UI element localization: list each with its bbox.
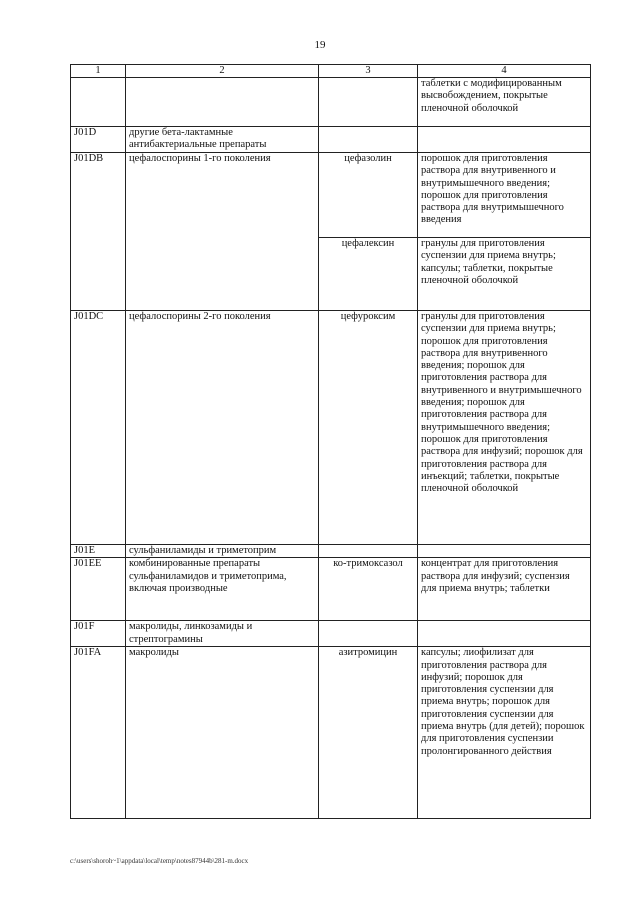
column-header: 4 [418,65,591,78]
drug-name-cell: цефуроксим [319,311,418,545]
drug-name-cell: цефалексин [319,238,418,311]
drug-name-cell [319,621,418,647]
dosage-form-cell [418,621,591,647]
table-row [71,78,591,127]
atc-code-cell: J01E [71,545,126,558]
atc-code-cell: J01FA [71,647,126,819]
table-row [71,127,591,153]
drug-table [70,64,591,819]
drug-name-cell: азитромицин [319,647,418,819]
dosage-form-cell [418,127,591,153]
table-row [71,311,591,545]
group-name-cell: цефалоспорины 1-го поколения [126,153,319,311]
dosage-form-cell: порошок для приготовления раствора для внутривенного и внутримышечного введения; порошок для приготовления раствора для внутримышечного введения [418,153,591,238]
atc-code-cell: J01F [71,621,126,647]
table-row [71,647,591,819]
column-header: 2 [126,65,319,78]
table-row [71,621,591,647]
drug-name-cell [319,127,418,153]
group-name-cell: макролиды [126,647,319,819]
dosage-form-cell: концентрат для приготовления раствора для инфузий; суспензия для приема внутрь; таблетки [418,558,591,621]
table-row [71,545,591,558]
group-name-cell: сульфаниламиды и триметоприм [126,545,319,558]
group-name-cell: комбинированные препараты сульфаниламидов и триметоприма, включая производные [126,558,319,621]
drug-name-cell [319,545,418,558]
group-name-cell [126,78,319,127]
atc-code-cell: J01D [71,127,126,153]
column-header: 3 [319,65,418,78]
dosage-form-cell: таблетки с модифицированным высвобождением, покрытые пленочной оболочкой [418,78,591,127]
group-name-cell: макролиды, линкозамиды и стрептограмины [126,621,319,647]
atc-code-cell [71,78,126,127]
dosage-form-cell [418,545,591,558]
page-number: 19 [314,39,326,51]
drug-name-cell: цефазолин [319,153,418,238]
atc-code-cell: J01DC [71,311,126,545]
group-name-cell: другие бета-лактамные антибактериальные препараты [126,127,319,153]
group-name-cell: цефалоспорины 2-го поколения [126,311,319,545]
footer-file-path: c:\users\shoroh~1\appdata\local\temp\notes87944b\281-m.docx [70,857,249,865]
dosage-form-cell: капсулы; лиофилизат для приготовления раствора для инфузий; порошок для приготовления суспензии для приема внутрь; порошок для приготовления суспензии для приема внутрь (для детей); порошок для приготовления суспензии пролонгированного действия [418,647,591,819]
atc-code-cell: J01DB [71,153,126,311]
table-header-row [71,65,591,78]
dosage-form-cell: гранулы для приготовления суспензии для приема внутрь; порошок для приготовления раствора для внутривенного введения; порошок для приготовления раствора для внутривенного и внутримышечного введения; порошок для приготовления раствора для внутримышечного введения; порошок для приготовления раствора для инфузий; порошок для приготовления раствора для инъекций; таблетки, покрытые пленочной оболочкой [418,311,591,545]
dosage-form-cell: гранулы для приготовления суспензии для приема внутрь; капсулы; таблетки, покрытые пленочной оболочкой [418,238,591,311]
drug-name-cell [319,78,418,127]
atc-code-cell: J01EE [71,558,126,621]
column-header: 1 [71,65,126,78]
drug-name-cell: ко-тримоксазол [319,558,418,621]
table-row [71,153,591,238]
table-row [71,558,591,621]
